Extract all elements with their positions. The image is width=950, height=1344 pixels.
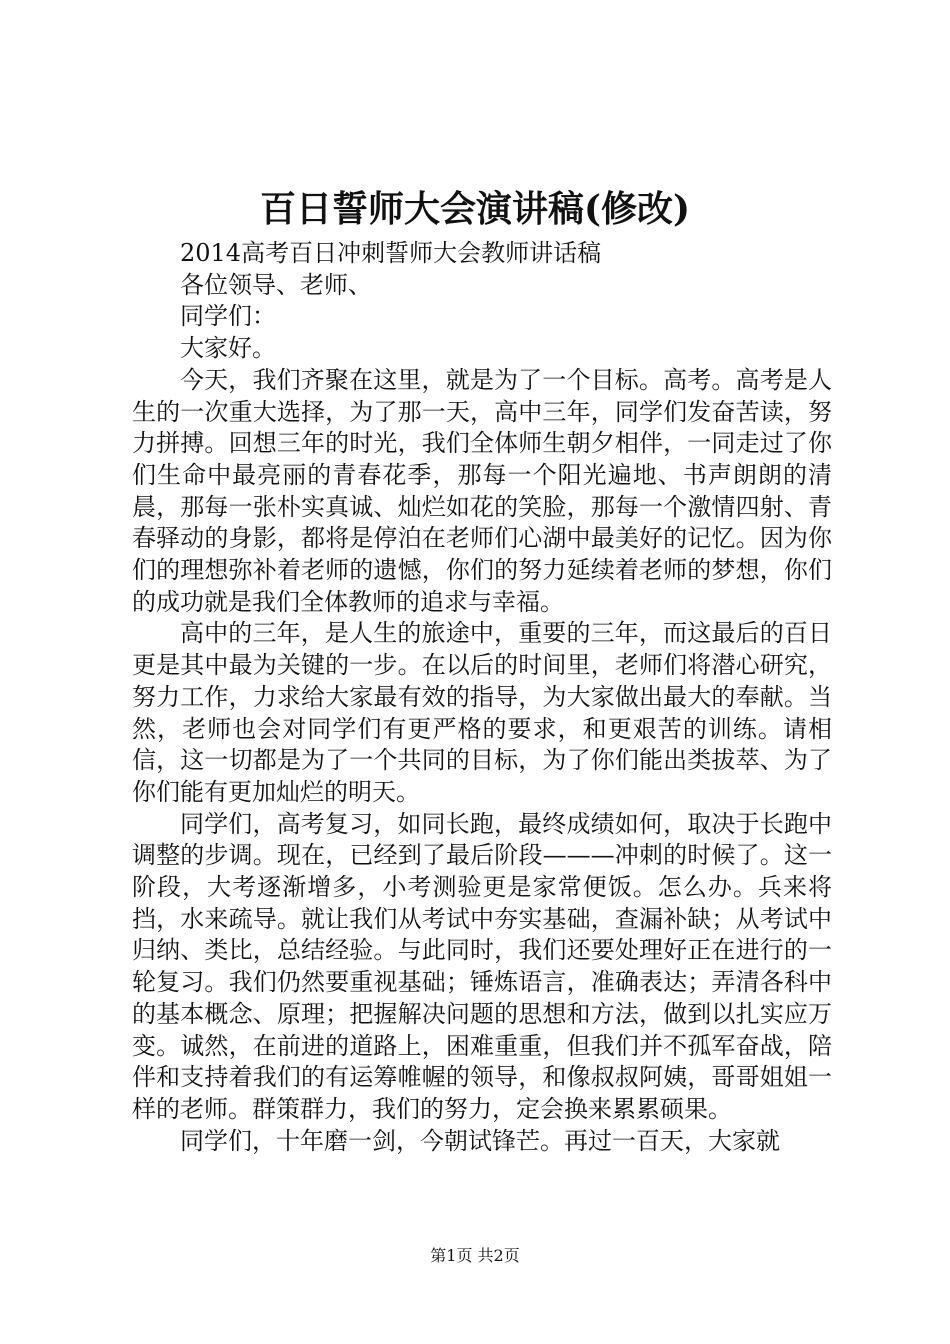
document-title: 百日誓师大会演讲稿(修改) [259, 188, 691, 230]
greeting-line: 大家好。 [180, 334, 276, 363]
salutation-line: 同学们： [180, 302, 276, 331]
document-body [132, 238, 832, 1157]
body-paragraph: 今天，我们齐聚在这里，就是为了一个目标。高考。高考是人生的一次重大选择，为了那一天，高中三年，同学们发奋苦读，努力拼搏。回想三年的时光，我们全体师生朝夕相伴，一同走过了你们生命中最亮丽的青春花季，那每一个阳光遍地、书声朗朗的清晨，那每一张朴实真诚、灿烂如花的笑脸，那每一个激情四射、青春驿动的身影，都将是停泊在老师们心湖中最美好的记忆。因为你们的理想弥补着老师的遗憾，你们的努力延续着老师的梦想，你们的成功就是我们全体教师的追求与幸福。 [132, 365, 832, 616]
body-paragraph: 同学们，高考复习，如同长跑，最终成绩如何，取决于长跑中调整的步调。现在，已经到了最后阶段———冲刺的时候了。这一阶段，大考逐渐增多，小考测验更是家常便饭。怎么办。兵来将挡，水来疏导。就让我们从考试中夯实基础，查漏补缺；从考试中归纳、类比，总结经验。与此同时，我们还要处理好正在进行的一轮复习。我们仍然要重视基础；锤炼语言，准确表达；弄清各科中的基本概念、原理；把握解决问题的思想和方法，做到以扎实应万变。诚然，在前进的道路上，困难重重，但我们并不孤军奋战，陪伴和支持着我们的有运筹帷幄的领导，和像叔叔阿姨，哥哥姐姐一样的老师。群策群力，我们的努力，定会换来累累硕果。 [132, 809, 832, 1123]
body-paragraph: 高中的三年，是人生的旅途中，重要的三年，而这最后的百日更是其中最为关键的一步。在以后的时间里，老师们将潜心研究，努力工作，力求给大家最有效的指导，为大家做出最大的奉献。当然，老师也会对同学们有更严格的要求，和更艰苦的训练。请相信，这一切都是为了一个共同的目标，为了你们能出类拔萃、为了你们能有更加灿烂的明天。 [132, 619, 832, 806]
salutation-line: 各位领导、老师、 [180, 270, 372, 299]
page-footer: 第1页 共2页 [430, 1246, 520, 1265]
subtitle-line: 2014高考百日冲刺誓师大会教师讲话稿 [180, 239, 602, 267]
body-paragraph: 同学们，十年磨一剑，今朝试锋芒。再过一百天，大家就 [180, 1126, 780, 1155]
